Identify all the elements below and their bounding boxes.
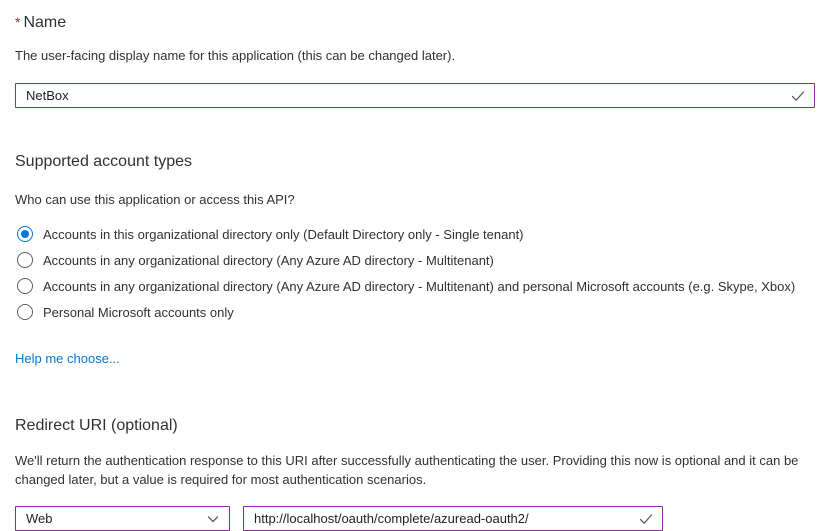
radio-option-multitenant-personal[interactable] [15, 273, 815, 299]
redirect-uri-input-value: http://localhost/oauth/complete/azuread-oauth2/ [254, 511, 529, 526]
account-types-question: Who can use this application or access this API? [15, 192, 295, 207]
radio-option-label: Personal Microsoft accounts only [43, 304, 234, 320]
radio-option-personal-only[interactable] [15, 299, 815, 325]
name-input-value: NetBox [26, 88, 69, 103]
radio-option-multitenant[interactable] [15, 247, 815, 273]
name-field-description: The user-facing display name for this application (this can be changed later). [15, 48, 456, 63]
checkmark-icon [638, 511, 654, 527]
name-field-label [15, 12, 815, 33]
redirect-uri-heading: Redirect URI (optional) [15, 417, 178, 434]
radio-option-label: Accounts in any organizational directory (Any Azure AD directory - Multitenant) and personal Microsoft accounts (e.g. Skype, Xbox) [43, 278, 796, 294]
account-types-radio-group [15, 221, 815, 325]
radio-button-icon[interactable] [17, 252, 33, 268]
chevron-down-icon [205, 511, 221, 527]
platform-select-value: Web [26, 511, 53, 526]
platform-select[interactable] [15, 506, 230, 531]
radio-button-icon[interactable] [17, 278, 33, 294]
name-label-text: Name [23, 14, 67, 31]
checkmark-icon [790, 88, 806, 104]
required-asterisk: * [15, 14, 21, 30]
radio-option-single-tenant[interactable] [15, 221, 815, 247]
radio-option-label: Accounts in this organizational directory only (Default Directory only - Single tenant) [43, 226, 524, 242]
supported-account-types-heading: Supported account types [15, 153, 193, 170]
name-input[interactable] [15, 83, 815, 108]
radio-option-label: Accounts in any organizational directory (Any Azure AD directory - Multitenant) [43, 252, 494, 268]
help-me-choose-link[interactable]: Help me choose... [15, 351, 120, 366]
radio-button-icon[interactable] [17, 226, 33, 242]
redirect-uri-row [15, 506, 815, 531]
redirect-uri-description: We'll return the authentication response to this URI after successfully authenticating the user. Providing this now is optional and it can be changed later, but a value is required for most authentication scenarios. [15, 453, 799, 487]
redirect-uri-input[interactable] [243, 506, 663, 531]
radio-button-icon[interactable] [17, 304, 33, 320]
